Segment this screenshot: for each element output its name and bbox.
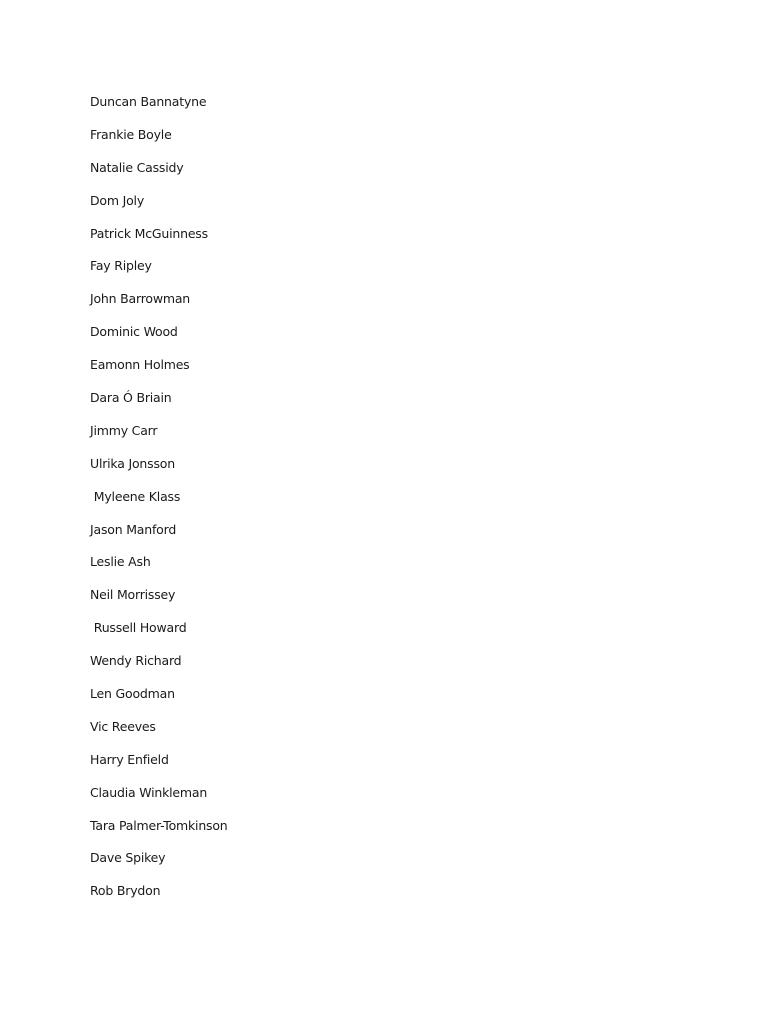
- list-item: Dara Ó Briain: [90, 390, 172, 406]
- list-item: Dom Joly: [90, 192, 145, 208]
- list-item: Harry Enfield: [90, 751, 169, 767]
- list-item: Wendy Richard: [90, 653, 182, 669]
- list-item: Neil Morrissey: [90, 587, 176, 603]
- list-item: Vic Reeves: [90, 718, 156, 734]
- list-item: Tara Palmer-Tomkinson: [90, 817, 228, 833]
- list-item: Fay Ripley: [90, 258, 152, 274]
- list-item: Duncan Bannatyne: [90, 94, 207, 109]
- list-item: Dave Spikey: [90, 850, 166, 866]
- list-item: Leslie Ash: [90, 554, 151, 570]
- list-item: Dominic Wood: [90, 324, 178, 340]
- list-item: Rob Brydon: [90, 883, 161, 899]
- list-item: John Barrowman: [90, 291, 191, 307]
- list-item: Russell Howard: [90, 620, 187, 636]
- list-item: Myleene Klass: [90, 488, 181, 504]
- list-item: Natalie Cassidy: [90, 159, 184, 175]
- list-item: Ulrika Jonsson: [90, 455, 175, 471]
- list-item: Jason Manford: [90, 521, 177, 537]
- name-list: [90, 93, 228, 915]
- list-item: Claudia Winkleman: [90, 784, 208, 800]
- list-item: Frankie Boyle: [90, 126, 172, 142]
- list-item: Jimmy Carr: [90, 422, 158, 438]
- list-item: Patrick McGuinness: [90, 225, 208, 241]
- list-item: Eamonn Holmes: [90, 357, 190, 373]
- list-item: Len Goodman: [90, 686, 175, 702]
